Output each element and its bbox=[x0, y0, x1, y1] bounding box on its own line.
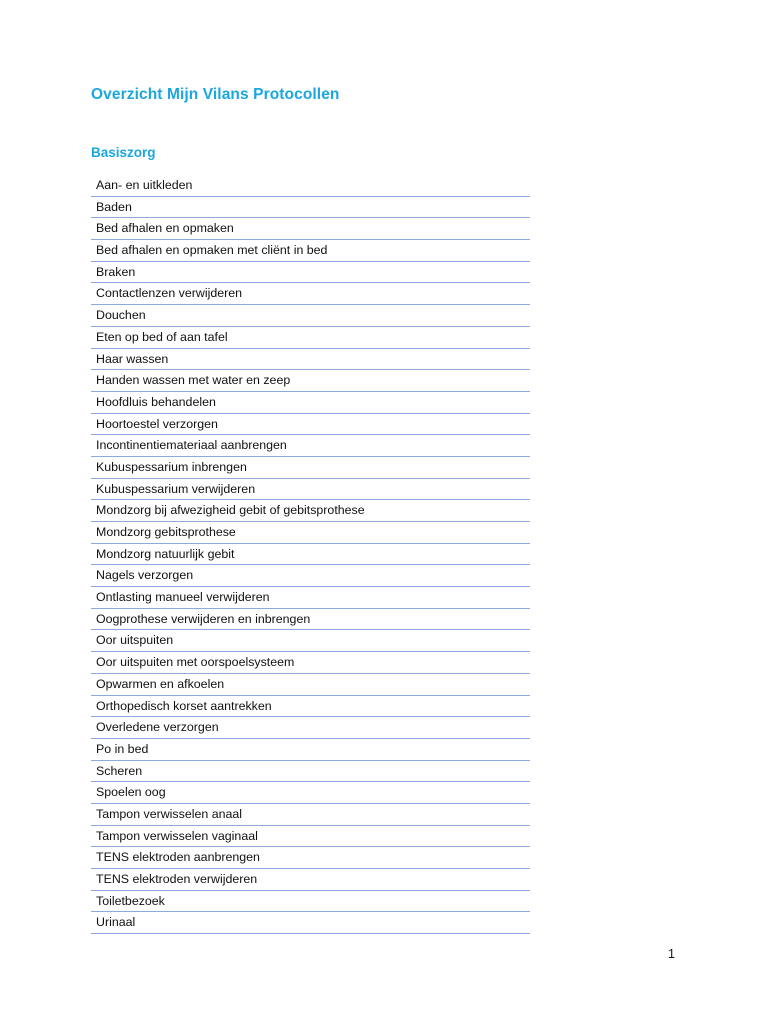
list-item: Toiletbezoek bbox=[91, 891, 530, 913]
list-item: Po in bed bbox=[91, 739, 530, 761]
protocol-list bbox=[91, 175, 530, 934]
list-item: Braken bbox=[91, 262, 530, 284]
list-item: Mondzorg natuurlijk gebit bbox=[91, 544, 530, 566]
list-item: TENS elektroden aanbrengen bbox=[91, 847, 530, 869]
list-item: Bed afhalen en opmaken bbox=[91, 218, 530, 240]
section-heading: Basiszorg bbox=[91, 145, 156, 160]
page-number: 1 bbox=[668, 947, 675, 961]
list-item: Baden bbox=[91, 197, 530, 219]
list-item: Contactlenzen verwijderen bbox=[91, 283, 530, 305]
list-item: Bed afhalen en opmaken met cliënt in bed bbox=[91, 240, 530, 262]
list-item: Tampon verwisselen anaal bbox=[91, 804, 530, 826]
list-item: Mondzorg bij afwezigheid gebit of gebitsprothese bbox=[91, 500, 530, 522]
list-item: Nagels verzorgen bbox=[91, 565, 530, 587]
list-item: Haar wassen bbox=[91, 349, 530, 371]
list-item: Oor uitspuiten bbox=[91, 630, 530, 652]
list-item: Kubuspessarium inbrengen bbox=[91, 457, 530, 479]
list-item: Urinaal bbox=[91, 912, 530, 934]
list-item: Opwarmen en afkoelen bbox=[91, 674, 530, 696]
list-item: Hoofdluis behandelen bbox=[91, 392, 530, 414]
list-item: Mondzorg gebitsprothese bbox=[91, 522, 530, 544]
list-item: Hoortoestel verzorgen bbox=[91, 414, 530, 436]
list-item: Incontinentiemateriaal aanbrengen bbox=[91, 435, 530, 457]
list-item: Scheren bbox=[91, 761, 530, 783]
list-item: Oogprothese verwijderen en inbrengen bbox=[91, 609, 530, 631]
list-item: Aan- en uitkleden bbox=[91, 175, 530, 197]
list-item: Tampon verwisselen vaginaal bbox=[91, 826, 530, 848]
page-title: Overzicht Mijn Vilans Protocollen bbox=[91, 86, 340, 103]
list-item: TENS elektroden verwijderen bbox=[91, 869, 530, 891]
list-item: Spoelen oog bbox=[91, 782, 530, 804]
list-item: Handen wassen met water en zeep bbox=[91, 370, 530, 392]
list-item: Orthopedisch korset aantrekken bbox=[91, 696, 530, 718]
list-item: Overledene verzorgen bbox=[91, 717, 530, 739]
list-item: Ontlasting manueel verwijderen bbox=[91, 587, 530, 609]
list-item: Kubuspessarium verwijderen bbox=[91, 479, 530, 501]
list-item: Douchen bbox=[91, 305, 530, 327]
list-item: Oor uitspuiten met oorspoelsysteem bbox=[91, 652, 530, 674]
list-item: Eten op bed of aan tafel bbox=[91, 327, 530, 349]
